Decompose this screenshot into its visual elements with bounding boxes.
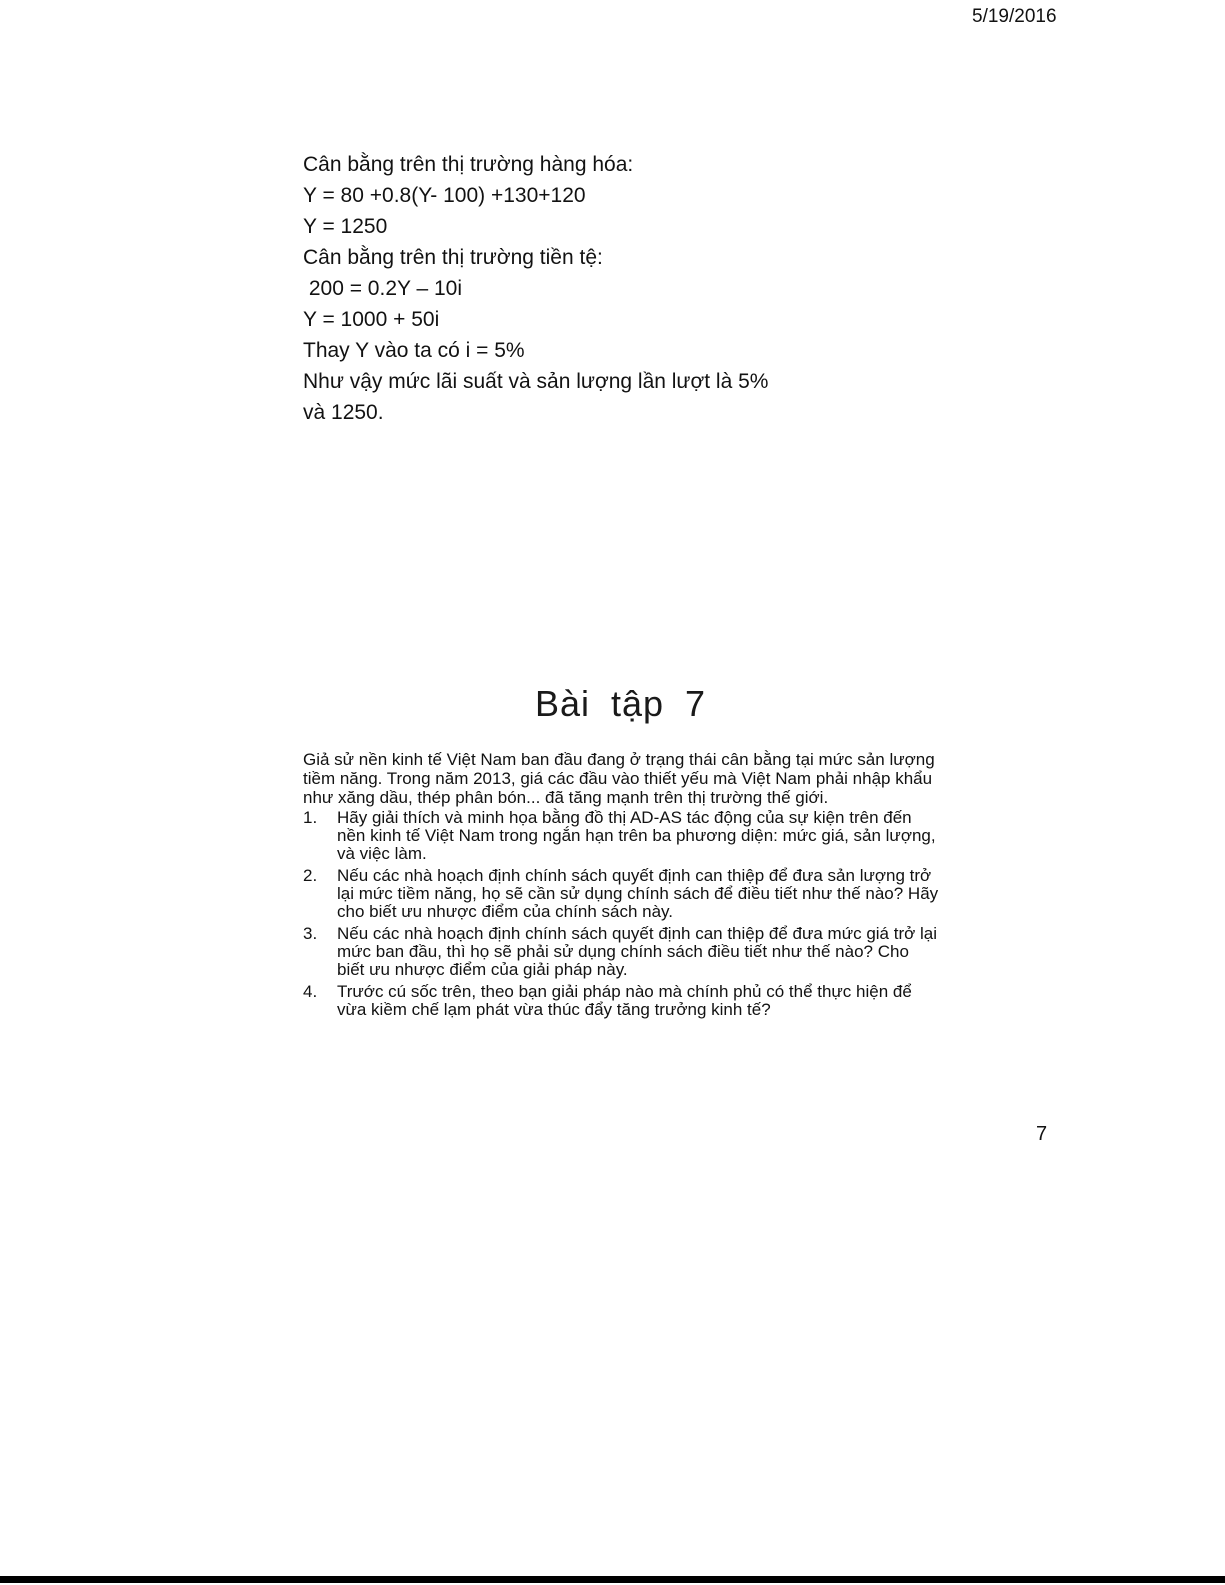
item-number: 3.: [303, 924, 318, 943]
solution-line: Thay Y vào ta có i = 5%: [303, 339, 525, 362]
solution-line: 200 = 0.2Y – 10i: [303, 277, 462, 300]
intro-line: như xăng dầu, thép phân bón... đã tăng mạnh trên thị trường thế giới.: [303, 788, 829, 807]
item-line: biết ưu nhược điểm của giải pháp này.: [337, 960, 628, 979]
intro-line: tiềm năng. Trong năm 2013, giá các đầu vào thiết yếu mà Việt Nam phải nhập khẩu: [303, 769, 933, 788]
item-text: [337, 983, 912, 1019]
solution-block: [303, 149, 768, 428]
exercise-item-2: [303, 867, 938, 921]
item-number: 2.: [303, 866, 318, 885]
item-text: [337, 867, 938, 921]
solution-line: Cân bằng trên thị trường tiền tệ:: [303, 246, 603, 269]
solution-line: Như vậy mức lãi suất và sản lượng lần lượt là 5%: [303, 370, 769, 393]
exercise-intro: [303, 750, 935, 807]
exercise-item-1: [303, 809, 938, 863]
exercise-item-4: [303, 983, 938, 1019]
header-date: 5/19/2016: [972, 6, 1057, 27]
intro-line: Giả sử nền kinh tế Việt Nam ban đầu đang ở trạng thái cân bằng tại mức sản lượng: [303, 750, 935, 769]
exercise-title: Bài tập 7: [534, 683, 707, 724]
solution-line: Y = 1250: [303, 215, 388, 238]
item-line: Nếu các nhà hoạch định chính sách quyết định can thiệp để đưa sản lượng trở: [337, 866, 932, 885]
item-line: mức ban đầu, thì họ sẽ phải sử dụng chính sách điều tiết như thế nào? Cho: [337, 942, 909, 961]
item-number: 1.: [303, 808, 318, 827]
item-text: [337, 809, 936, 863]
solution-line: Y = 80 +0.8(Y- 100) +130+120: [303, 184, 586, 207]
page-number: 7: [1036, 1123, 1048, 1145]
item-line: lại mức tiềm năng, họ sẽ cần sử dụng chính sách để điều tiết như thế nào? Hãy: [337, 884, 939, 903]
item-line: và việc làm.: [337, 844, 427, 863]
item-line: Trước cú sốc trên, theo bạn giải pháp nào mà chính phủ có thể thực hiện để: [337, 982, 912, 1001]
item-number: 4.: [303, 982, 318, 1001]
item-line: Nếu các nhà hoạch định chính sách quyết định can thiệp để đưa mức giá trở lại: [337, 924, 937, 943]
solution-line: Y = 1000 + 50i: [303, 308, 440, 331]
item-text: [337, 925, 937, 979]
solution-line: Cân bằng trên thị trường hàng hóa:: [303, 153, 634, 176]
item-line: vừa kiềm chế lạm phát vừa thúc đẩy tăng trưởng kinh tế?: [337, 1000, 771, 1019]
solution-line: và 1250.: [303, 401, 384, 424]
item-line: Hãy giải thích và minh họa bằng đồ thị AD-AS tác động của sự kiện trên đến: [337, 808, 912, 827]
exercise-item-3: [303, 925, 938, 979]
bottom-edge-bar: [0, 1576, 1225, 1583]
item-line: cho biết ưu nhược điểm của chính sách này.: [337, 902, 673, 921]
exercise-question-list: [303, 809, 938, 1023]
item-line: nền kinh tế Việt Nam trong ngắn hạn trên ba phương diện: mức giá, sản lượng,: [337, 826, 936, 845]
